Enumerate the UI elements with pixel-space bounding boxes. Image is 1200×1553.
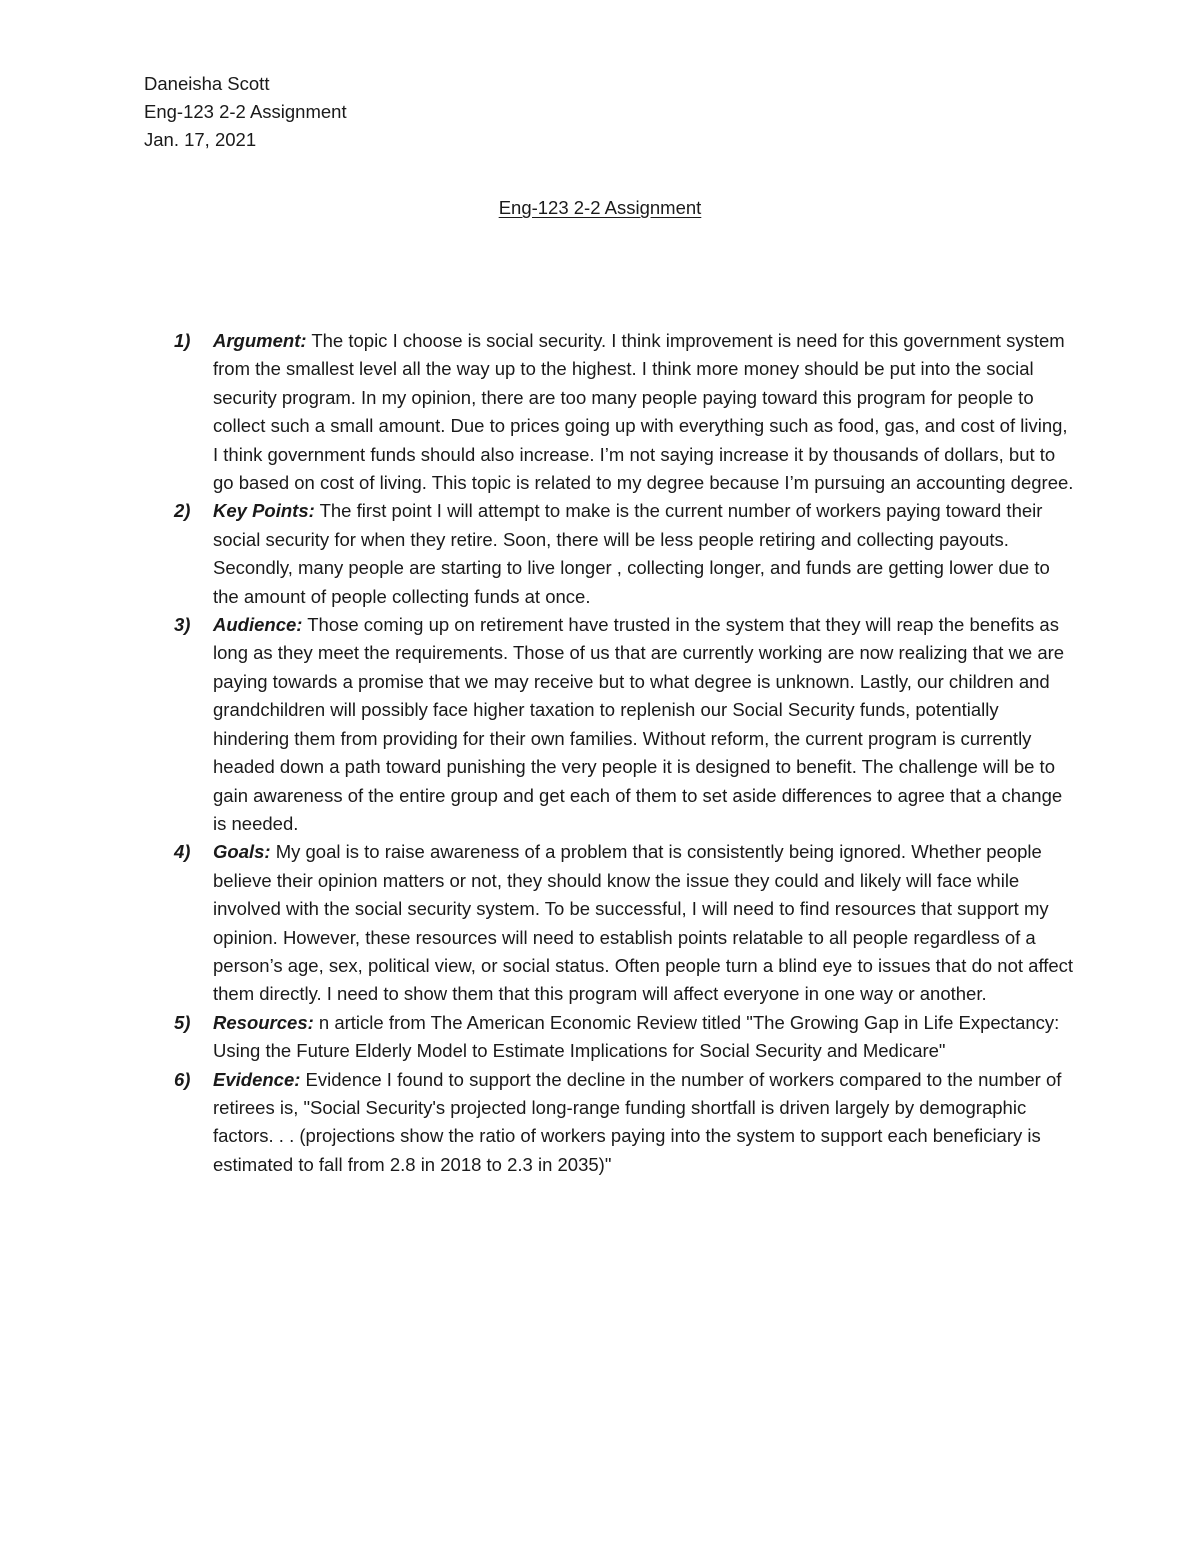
list-item-label: Goals: — [213, 841, 271, 863]
list-item-label: Argument: — [213, 330, 307, 351]
list-item-text: Evidence I found to support the decline in the number of workers compared to the number of retirees is, "Social Security's projected long-range funding shortfall is driven largely by demographic factors. . . (projections show the ratio of workers paying into the system to support each beneficiary is estimated to fall from 2.8 in 2018 to 2.3 in 2035)" — [213, 1068, 1062, 1175]
course-name: Eng-123 2-2 Assignment — [144, 101, 347, 122]
document-title — [0, 194, 1200, 222]
list-item-text: n article from The American Economic Review titled "The Growing Gap in Life Expectancy: Using the Future Elderly Model to Estimate Implications for Social Security and Medicare" — [213, 1011, 1060, 1062]
list-item-key-points — [174, 497, 1074, 611]
list-item-number: 6) — [174, 1068, 191, 1090]
list-item-label: Audience: — [213, 614, 303, 636]
list-item-text: The first point I will attempt to make is the current number of workers paying toward their social security for when they retire. Soon, there will be less people retiring and collecting payouts. Secondly, many people are starting to live longer , collecting longer, and funds are getting lower due to the amount of people collecting funds at once. — [213, 500, 1050, 607]
document-title-text: Eng-123 2-2 Assignment — [498, 197, 702, 218]
assignment-list — [174, 327, 1074, 1179]
list-item-resources — [174, 1009, 1074, 1066]
list-item-label: Evidence: — [213, 1068, 301, 1090]
list-item-label: Resources: — [213, 1011, 314, 1033]
list-item-number: 2) — [174, 500, 191, 522]
list-item-number: 5) — [174, 1011, 191, 1033]
list-item-argument — [174, 327, 1074, 497]
list-item-label: Key Points: — [213, 500, 315, 522]
author-name: Daneisha Scott — [144, 73, 270, 94]
document-date: Jan. 17, 2021 — [144, 129, 257, 150]
list-item-text: The topic I choose is social security. I think improvement is need for this government system from the smallest level all the way up to the highest. I think more money should be put into the social security program. In my opinion, there are too many people paying toward this program for people to collect such a small amount. Due to prices going up with everything such as food, gas, and cost of living, I think government funds should also increase. I’m not saying increase it by thousands of dollars, but to go based on cost of living. This topic is related to my degree because I’m pursuing an accounting degree. — [213, 330, 1074, 494]
list-item-text: Those coming up on retirement have trusted in the system that they will reap the benefits as long as they meet the requirements. Those of us that are currently working are now realizing that we are paying towards a promise that we may receive but to what degree is unknown. Lastly, our children and grandchildren will possibly face higher taxation to replenish our Social Security funds, potentially hindering them from providing for their own families. Without reform, the current program is currently headed down a path toward punishing the very people it is designed to benefit. The challenge will be to gain awareness of the entire group and get each of them to set aside differences to agree that a change is needed. — [213, 614, 1065, 834]
list-item-text: My goal is to raise awareness of a problem that is consistently being ignored. Whether people believe their opinion matters or not, they should know the issue they could and likely will face while involved with the social security system. To be successful, I will need to find resources that support my opinion. However, these resources will need to establish points relatable to all people regardless of a person’s age, sex, political view, or social status. Often people turn a blind eye to issues that do not affect them directly. I need to show them that this program will affect everyone in one way or another. — [213, 841, 1074, 1005]
list-item-number: 3) — [174, 614, 191, 636]
list-item-goals — [174, 838, 1074, 1008]
list-item-audience — [174, 611, 1074, 838]
list-item-number: 4) — [174, 841, 191, 863]
list-item-evidence — [174, 1066, 1074, 1180]
list-item-number: 1) — [174, 330, 191, 351]
document-header — [144, 70, 347, 154]
